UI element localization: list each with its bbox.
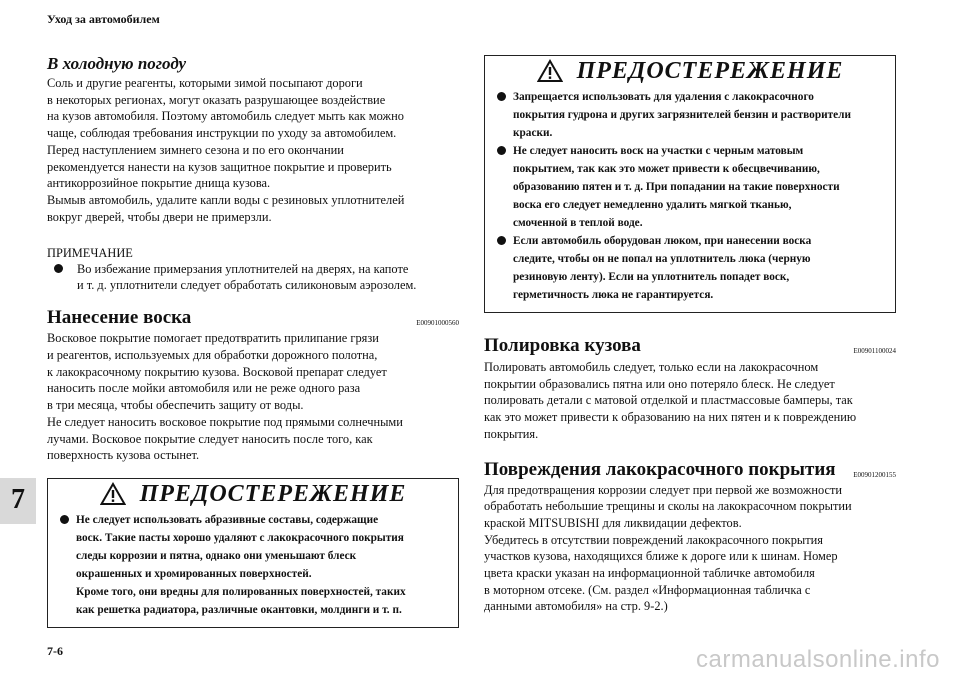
warning-box (47, 478, 459, 628)
wax-section (47, 307, 459, 464)
text-line: покрытием, так как это может привести к обесцвечиванию, (513, 163, 820, 175)
text-line: Полировать автомобиль следует, только если на лакокрасочном (484, 360, 819, 374)
text-line: Вымыв автомобиль, удалите капли воды с резиновых уплотнителей (47, 192, 405, 207)
text-line: Кроме того, они вредны для полированных поверхностей, таких (76, 585, 406, 598)
cold-weather-title: В холодную погоду (47, 54, 187, 73)
warning-item (58, 511, 448, 619)
text-line: воска его следует немедленно удалить мягкой тканью, (513, 199, 792, 211)
bullet-icon (60, 515, 69, 524)
text-line: и т. д. уплотнители следует обработать силиконовым аэрозолем. (77, 278, 417, 293)
section-heading (484, 459, 896, 481)
text-line: и реагентов, используемых для обработки дорожного полотна, (47, 348, 378, 363)
warning-body (485, 86, 895, 312)
text-line: в три месяца, чтобы обеспечить защиту от воды. (47, 398, 304, 413)
text-line: Убедитесь в отсутствии повреждений лакокрасочного покрытия (484, 532, 823, 547)
text-line: смоченной в теплой воде. (513, 217, 643, 229)
paint-damage-title: Повреждения лакокрасочного покрытия (484, 458, 836, 480)
text-line: следите, чтобы он не попал на уплотнитель люка (черную (513, 253, 811, 265)
text-line: Если автомобиль оборудован люком, при нанесении воска (513, 235, 812, 247)
text-line: лучами. Восковое покрытие следует наносить после того, как (47, 431, 373, 446)
text-line: образованию пятен и т. д. При попадании на такие поверхности (513, 181, 840, 193)
text-line: рекомендуется нанести на кузов защитное покрытие и проверить (47, 159, 392, 174)
text-line: Не следует наносить восковое покрытие под прямыми солнечными (47, 414, 403, 429)
paint-damage-text (484, 482, 896, 616)
text-line: полировать детали с матовой отделкой и пластмассовые бамперы, так (484, 393, 853, 408)
left-column (47, 55, 459, 628)
text-line: данными автомобиля» на стр. 9-2.) (484, 599, 668, 614)
text-line: краской MITSUBISHI для ликвидации дефектов. (484, 515, 742, 530)
cold-weather-section (47, 55, 459, 293)
section-heading (484, 335, 896, 357)
warning-header (48, 479, 458, 509)
warning-title: ПРЕДОСТЕРЕЖЕНИЕ (139, 480, 407, 507)
text-line: Не следует использовать абразивные составы, содержащие (76, 513, 379, 526)
right-column (484, 55, 896, 615)
text-line: Не следует наносить воск на участки с черным матовым (513, 145, 804, 157)
paint-damage-section (484, 459, 896, 616)
text-line: резиновую ленту). Если на уплотнитель попадет воск, (513, 271, 790, 283)
warning-header (485, 56, 895, 86)
warning-triangle-icon (100, 482, 126, 506)
warning-triangle-icon (537, 59, 563, 83)
text-line: как решетка радиатора, различные окантовки, молдинги и т. п. (76, 603, 402, 616)
text-line: воск. Такие пасты хорошо удаляют с лакокрасочного покрытия (76, 531, 404, 544)
text-line: вокруг дверей, чтобы двери не примерзли. (47, 209, 272, 224)
polish-text (484, 359, 896, 443)
text-line: как это может привести к образованию на них пятен и к повреждению (484, 410, 857, 425)
warning-box (484, 55, 896, 313)
bullet-icon (497, 146, 506, 155)
warning-body (48, 509, 458, 627)
text-line: чаще, соблюдая требования инструкции по уходу за автомобилем. (47, 126, 397, 141)
warning-title: ПРЕДОСТЕРЕЖЕНИЕ (576, 58, 844, 84)
text-line: в некоторых регионах, могут оказать разрушающее воздействие (47, 92, 386, 107)
text-line: Соль и другие реагенты, которыми зимой посыпают дороги (47, 76, 363, 90)
warning-item (495, 142, 885, 232)
section-code: E00901000560 (416, 319, 459, 328)
text-line: герметичность люка не гарантируется. (513, 289, 714, 301)
polish-section (484, 335, 896, 443)
text-line: к лакокрасочному покрытию кузова. Восковой препарат следует (47, 364, 387, 379)
text-line: следы коррозии и пятна, однако они уменьшают блеск (76, 549, 357, 562)
warning-item (495, 232, 885, 304)
text-line: на кузов автомобиля. Поэтому автомобиль следует мыть как можно (47, 109, 404, 124)
text-line: поверхность кузова остынет. (47, 448, 200, 463)
bullet-icon (497, 236, 506, 245)
polish-title: Полировка кузова (484, 335, 641, 356)
bullet-icon (54, 264, 63, 273)
text-line: Для предотвращения коррозии следует при первой же возможности (484, 482, 842, 497)
text-line: цвета краски указан на информационной табличке автомобиля (484, 566, 815, 581)
page-number: 7-6 (47, 644, 63, 658)
text-line: покрытия гудрона и других загрязнителей бензин и растворители (513, 109, 852, 121)
text-line: краски. (513, 127, 553, 139)
text-line: участков кузова, находящихся ближе к дороге или к шинам. Номер (484, 549, 838, 564)
text-line: покрытии образовались пятна или оно потеряло блеск. Не следует (484, 376, 835, 391)
chapter-tab-label: 7 (11, 484, 25, 515)
text-line: окрашенных и хромированных поверхностей. (76, 567, 312, 580)
warning-item (495, 88, 885, 142)
note-item (47, 261, 459, 293)
text-line: Во избежание примерзания уплотнителей на дверях, на капоте (77, 262, 409, 277)
watermark: carmanualsonline.info (696, 646, 940, 673)
section-heading (47, 307, 459, 329)
chapter-tab (0, 478, 36, 524)
text-line: обработать небольшие трещины и сколы на лакокрасочном покрытии (484, 499, 852, 514)
text-line: Восковое покрытие помогает предотвратить прилипание грязи (47, 331, 379, 346)
page-header: Уход за автомобилем (47, 12, 160, 26)
section-code: E00901100024 (853, 347, 896, 355)
text-line: Запрещается использовать для удаления с лакокрасочного (513, 91, 814, 103)
note-label: ПРИМЕЧАНИЕ (47, 246, 133, 261)
text-line: Перед наступлением зимнего сезона и по его окончании (47, 142, 344, 157)
text-line: наносить после мойки автомобиля или не реже одного раза (47, 381, 361, 396)
text-line: покрытия. (484, 426, 539, 441)
wax-text (47, 330, 459, 464)
text-line: антикоррозийное покрытие днища кузова. (47, 176, 271, 191)
wax-title: Нанесение воска (47, 307, 192, 329)
bullet-icon (497, 92, 506, 101)
text-line: в моторном отсеке. (См. раздел «Информационная табличка с (484, 582, 811, 597)
cold-weather-text (47, 75, 459, 225)
section-code: E00901200155 (853, 470, 896, 479)
